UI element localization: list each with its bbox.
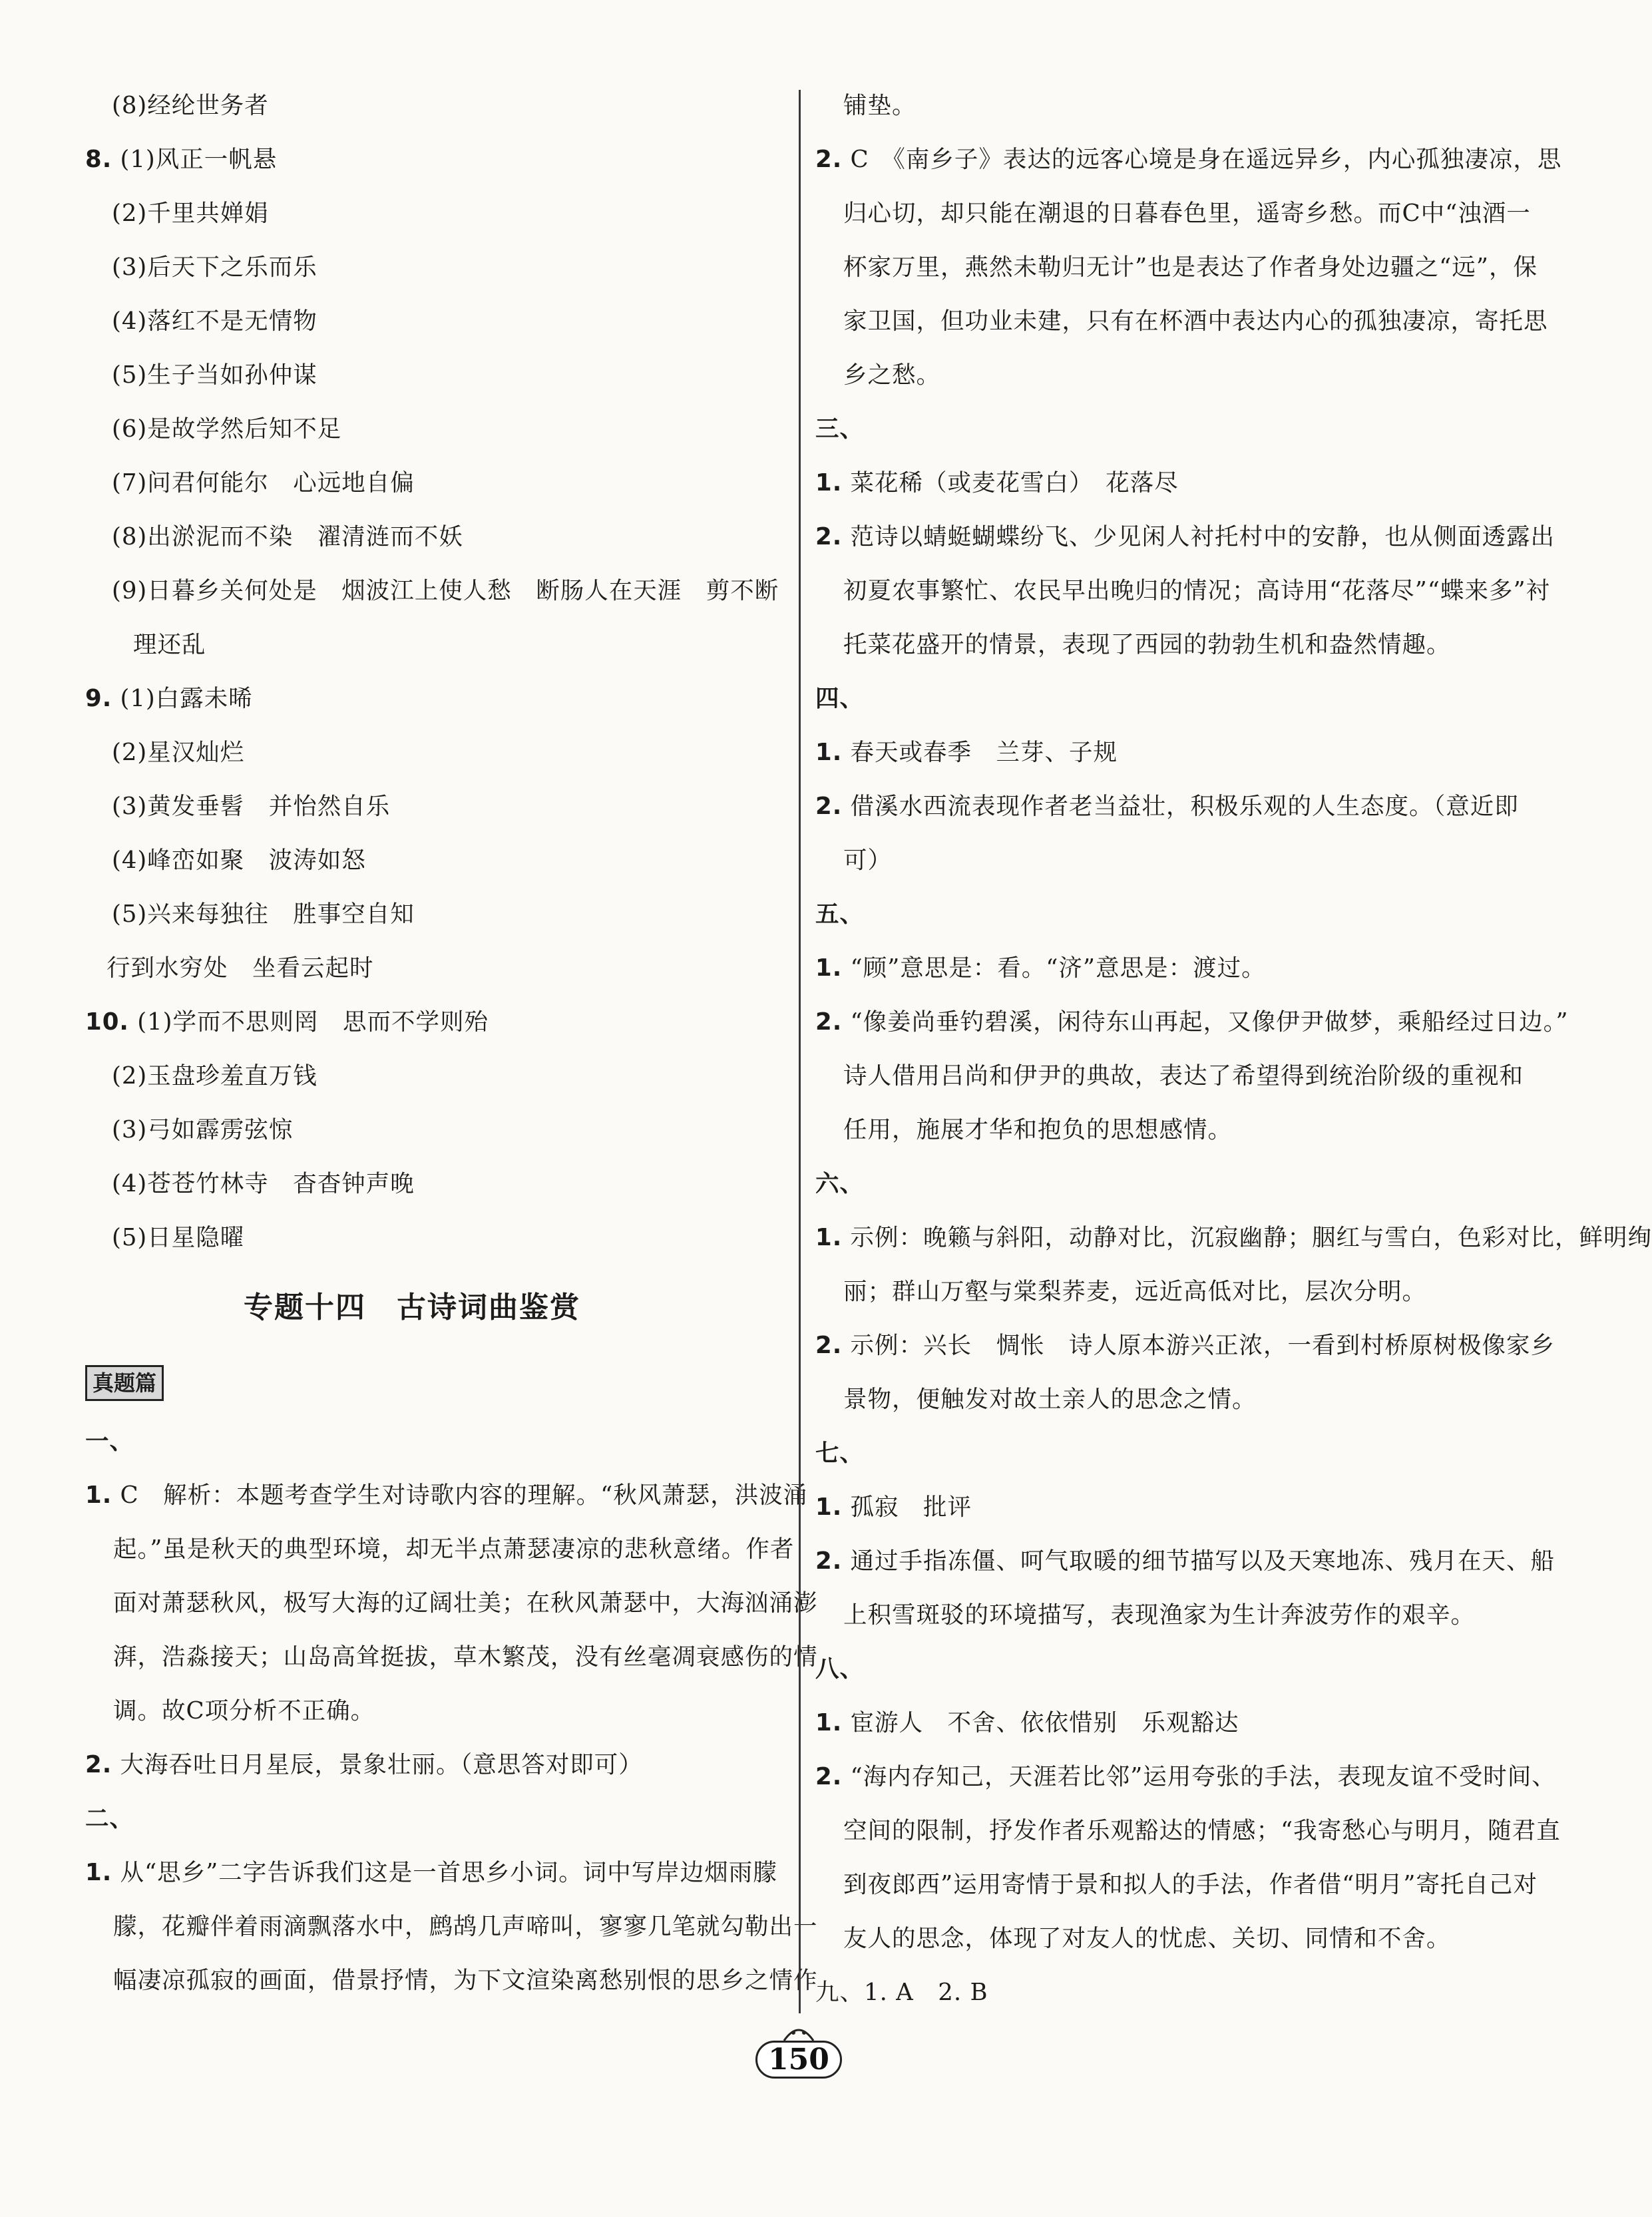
answer-line <box>85 833 792 887</box>
answer-text: (4)苍苍竹林寺 杳杳钟声晚 <box>112 1170 415 1197</box>
answer-text: 大海吞吐日月星辰，景象壮丽。（意思答对即可） <box>120 1751 643 1778</box>
column-divider <box>799 90 801 2013</box>
question-number: 1. <box>815 1224 843 1251</box>
answer-line <box>815 1965 1528 2019</box>
answer-line <box>815 833 1528 887</box>
question-number: 1. <box>815 1709 843 1736</box>
answer-line <box>85 995 792 1049</box>
answer-line <box>815 1265 1528 1318</box>
answer-text: 五、 <box>815 901 865 928</box>
answer-text: 示例：兴长 惆怅 诗人原本游兴正浓，一看到村桥原树极像家乡 <box>850 1332 1555 1359</box>
answer-text: 九、1. A 2. B <box>815 1979 988 2006</box>
answer-line <box>815 1912 1528 1965</box>
section-heading <box>815 1426 1528 1480</box>
answer-line <box>85 564 792 618</box>
answer-text: “像姜尚垂钓碧溪，闲待东山再起，又像伊尹做梦，乘船经过日边。” <box>850 1008 1569 1036</box>
answer-text: 家卫国，但功业未建，只有在杯酒中表达内心的孤独凄凉，寄托思 <box>843 307 1548 335</box>
answer-text: (9)日暮乡关何处是 烟波江上使人愁 断肠人在天涯 剪不断 <box>112 577 779 604</box>
answer-line <box>85 1049 792 1103</box>
answer-text: 二、 <box>85 1805 134 1832</box>
answer-line <box>85 1900 818 1953</box>
answer-line <box>85 186 792 240</box>
answer-text: (5)日星隐曜 <box>112 1224 245 1251</box>
answer-line <box>815 1588 1528 1642</box>
answer-line <box>815 294 1548 348</box>
answer-text: (1)风正一帆悬 <box>120 146 278 173</box>
answer-text: 初夏农事繁忙、农民早出晚归的情况；高诗用“花落尽”“蝶来多”衬 <box>843 577 1551 604</box>
question-number: 1. <box>815 1494 843 1521</box>
answer-line <box>85 618 792 672</box>
answer-text: 诗人借用吕尚和伊尹的典故，表达了希望得到统治阶级的重视和 <box>843 1062 1524 1090</box>
answer-line <box>85 1211 792 1265</box>
question-number: 1. <box>815 739 843 766</box>
answer-line <box>85 1846 792 1900</box>
answer-line <box>85 402 792 456</box>
answer-text: C 解析：本题考查学生对诗歌内容的理解。“秋风萧瑟，洪波涌 <box>120 1482 808 1509</box>
answer-line <box>815 941 1528 995</box>
answer-text: 面对萧瑟秋风，极写大海的辽阔壮美；在秋风萧瑟中，大海汹涌澎 <box>113 1589 818 1617</box>
answer-text: 孤寂 批评 <box>850 1494 972 1521</box>
answer-text: 三、 <box>815 415 865 443</box>
answer-line <box>815 240 1538 294</box>
answer-line <box>85 1953 818 2007</box>
answer-line <box>815 995 1569 1049</box>
answer-line <box>85 1103 792 1157</box>
answer-line <box>815 186 1531 240</box>
answer-text: (2)星汉灿烂 <box>112 739 245 766</box>
answer-text: (4)落红不是无情物 <box>112 307 317 335</box>
zhenti-badge: 真题篇 <box>85 1365 164 1401</box>
answer-line <box>815 1318 1555 1372</box>
section-title: 专题十四 古诗词曲鉴赏 <box>244 1291 580 1324</box>
answer-text: 六、 <box>815 1170 865 1197</box>
answer-text: 行到水穷处 坐看云起时 <box>106 954 374 982</box>
question-number: 2. <box>85 1751 112 1778</box>
answer-text: (5)兴来每独往 胜事空自知 <box>112 901 415 928</box>
section-heading <box>815 402 1528 456</box>
answer-text: (1)白露未晞 <box>120 685 253 712</box>
answer-line <box>815 564 1551 618</box>
answer-text: 可） <box>843 847 893 874</box>
question-number: 1. <box>815 954 843 982</box>
answer-line <box>815 348 1528 402</box>
answer-text: 宦游人 不舍、依依惜别 乐观豁达 <box>850 1709 1239 1736</box>
answer-line <box>85 941 792 995</box>
answer-line <box>85 1684 792 1738</box>
answer-text: (8)出淤泥而不染 濯清涟而不妖 <box>112 523 463 550</box>
question-number: 2. <box>815 146 843 173</box>
badge-row <box>85 1351 792 1414</box>
answer-line <box>85 725 792 779</box>
answer-text: 菜花稀（或麦花雪白） 花落尽 <box>850 469 1179 497</box>
answer-text: 湃，浩淼接天；山岛高耸挺拔，草木繁茂，没有丝毫凋衰感伤的情 <box>113 1643 818 1671</box>
section-heading <box>85 1792 792 1846</box>
question-number: 1. <box>85 1482 112 1509</box>
answer-line <box>815 1804 1561 1858</box>
section-heading <box>815 1642 1528 1696</box>
answer-text: 归心切，却只能在潮退的日暮春色里，遥寄乡愁。而C中“浊酒一 <box>843 200 1531 227</box>
answer-line <box>815 1211 1652 1265</box>
answer-text: (4)峰峦如聚 波涛如怒 <box>112 847 366 874</box>
answer-text: (2)玉盘珍羞直万钱 <box>112 1062 317 1090</box>
answer-text: 理还乱 <box>133 631 206 658</box>
answer-text: (1)学而不思则罔 思而不学则殆 <box>137 1008 489 1036</box>
answer-text: (2)千里共婵娟 <box>112 200 269 227</box>
answer-line <box>815 1103 1528 1157</box>
answer-line <box>815 725 1528 779</box>
answer-line <box>85 1630 818 1684</box>
question-number: 8. <box>85 146 112 173</box>
answer-text: 通过手指冻僵、呵气取暖的细节描写以及天寒地冻、残月在天、船 <box>850 1547 1555 1575</box>
answer-text: 范诗以蜻蜓蝴蝶纷飞、少见闲人衬托村中的安静，也从侧面透露出 <box>850 523 1555 550</box>
answer-line <box>85 1157 792 1211</box>
question-number: 2. <box>815 1547 843 1575</box>
left-column <box>85 79 818 2007</box>
section-heading <box>815 672 1528 725</box>
question-number: 1. <box>85 1859 112 1886</box>
question-number: 10. <box>85 1008 129 1036</box>
answer-text: 乡之愁。 <box>843 361 941 389</box>
answer-line <box>85 79 792 132</box>
answer-line <box>85 1738 792 1792</box>
answer-line <box>85 456 792 510</box>
question-number: 2. <box>815 523 843 550</box>
answer-text: (3)后天下之乐而乐 <box>112 254 317 281</box>
answer-line <box>815 510 1555 564</box>
question-number: 9. <box>85 685 112 712</box>
answer-text: 铺垫。 <box>843 92 917 119</box>
answer-text: “顾”意思是：看。“济”意思是：渡过。 <box>850 954 1266 982</box>
answer-text: 示例：晚籁与斜阳，动静对比，沉寂幽静；胭红与雪白，色彩对比，鲜明绚 <box>850 1224 1652 1251</box>
question-number: 1. <box>815 469 843 497</box>
answer-text: (3)弓如霹雳弦惊 <box>112 1116 294 1143</box>
mascot-icon <box>780 2023 817 2043</box>
answer-text: (6)是故学然后知不足 <box>112 415 342 443</box>
answer-text: 到夜郎西”运用寄情于景和拟人的手法，作者借“明月”寄托自己对 <box>843 1871 1538 1898</box>
answer-text: 景物，便触发对故土亲人的思念之情。 <box>843 1386 1257 1413</box>
answer-text: (5)生子当如孙仲谋 <box>112 361 317 389</box>
answer-text: (3)黄发垂髫 并怡然自乐 <box>112 793 391 820</box>
answer-text: 丽；群山万壑与棠梨荞麦，远近高低对比，层次分明。 <box>843 1278 1427 1305</box>
answer-text: C 《南乡子》表达的远客心境是身在遥远异乡，内心孤独凄凉，思 <box>850 146 1562 173</box>
answer-line <box>815 1858 1538 1912</box>
answer-line <box>815 779 1528 833</box>
question-number: 2. <box>815 793 843 820</box>
answer-text: (7)问君何能尔 心远地自偏 <box>112 469 415 497</box>
question-number: 2. <box>815 1763 843 1790</box>
answer-text: 上积雪斑驳的环境描写，表现渔家为生计奔波劳作的艰辛。 <box>843 1601 1476 1629</box>
answer-text: 任用，施展才华和抱负的思想感情。 <box>843 1116 1233 1143</box>
right-column <box>815 79 1652 2019</box>
answer-line <box>85 132 792 186</box>
answer-text: 调。故C项分析不正确。 <box>113 1697 375 1724</box>
answer-line <box>815 1480 1528 1534</box>
answer-text: 从“思乡”二字告诉我们这是一首思乡小词。词中写岸边烟雨朦 <box>120 1859 777 1886</box>
answer-line <box>85 510 792 564</box>
answer-line <box>815 79 1528 132</box>
page-number: 150 <box>755 2041 842 2079</box>
answer-text: 八、 <box>815 1655 865 1683</box>
answer-text: 杯家万里，燕然未勒归无计”也是表达了作者身处边疆之“远”，保 <box>843 254 1538 281</box>
section-heading <box>85 1414 792 1468</box>
answer-line <box>85 672 792 725</box>
answer-line <box>85 887 792 941</box>
answer-line <box>85 779 792 833</box>
answer-text: 托菜花盛开的情景，表现了西园的勃勃生机和盎然情趣。 <box>843 631 1451 658</box>
answer-text: 幅凄凉孤寂的画面，借景抒情，为下文渲染离愁别恨的思乡之情作 <box>113 1967 818 1994</box>
answer-line <box>815 1534 1555 1588</box>
answer-line <box>815 1696 1528 1750</box>
answer-text: 借溪水西流表现作者老当益壮，积极乐观的人生态度。（意近即 <box>850 793 1519 820</box>
answer-line <box>815 456 1528 510</box>
answer-line <box>815 132 1562 186</box>
answer-text: 起。”虽是秋天的典型环境，却无半点萧瑟凄凉的悲秋意绪。作者 <box>113 1535 795 1563</box>
answer-line <box>85 1522 795 1576</box>
answer-text: 四、 <box>815 685 865 712</box>
answer-text: 一、 <box>85 1428 134 1455</box>
answer-text: 友人的思念，体现了对友人的忧虑、关切、同情和不舍。 <box>843 1925 1451 1952</box>
answer-line <box>815 1750 1556 1804</box>
answer-line <box>85 1468 808 1522</box>
answer-line <box>85 294 792 348</box>
answer-line <box>815 618 1528 672</box>
section-heading <box>815 1157 1528 1211</box>
answer-line <box>815 1372 1528 1426</box>
answer-text: “海内存知己，天涯若比邻”运用夸张的手法，表现友谊不受时间、 <box>850 1763 1556 1790</box>
section-heading <box>815 887 1528 941</box>
question-number: 2. <box>815 1332 843 1359</box>
answer-text: 朦，花瓣伴着雨滴飘落水中，鹧鸪几声啼叫，寥寥几笔就勾勒出一 <box>113 1913 818 1940</box>
answer-line <box>85 348 792 402</box>
answer-line <box>815 1049 1528 1103</box>
answer-text: 空间的限制，抒发作者乐观豁达的情感；“我寄愁心与明月，随君直 <box>843 1817 1561 1844</box>
answer-line <box>85 240 792 294</box>
answer-line <box>85 1576 818 1630</box>
page-number-badge <box>745 2023 852 2103</box>
answer-text: 春天或春季 兰芽、子规 <box>850 739 1118 766</box>
question-number: 2. <box>815 1008 843 1036</box>
answer-text: 七、 <box>815 1440 865 1467</box>
answer-text: (8)经纶世务者 <box>112 92 269 119</box>
